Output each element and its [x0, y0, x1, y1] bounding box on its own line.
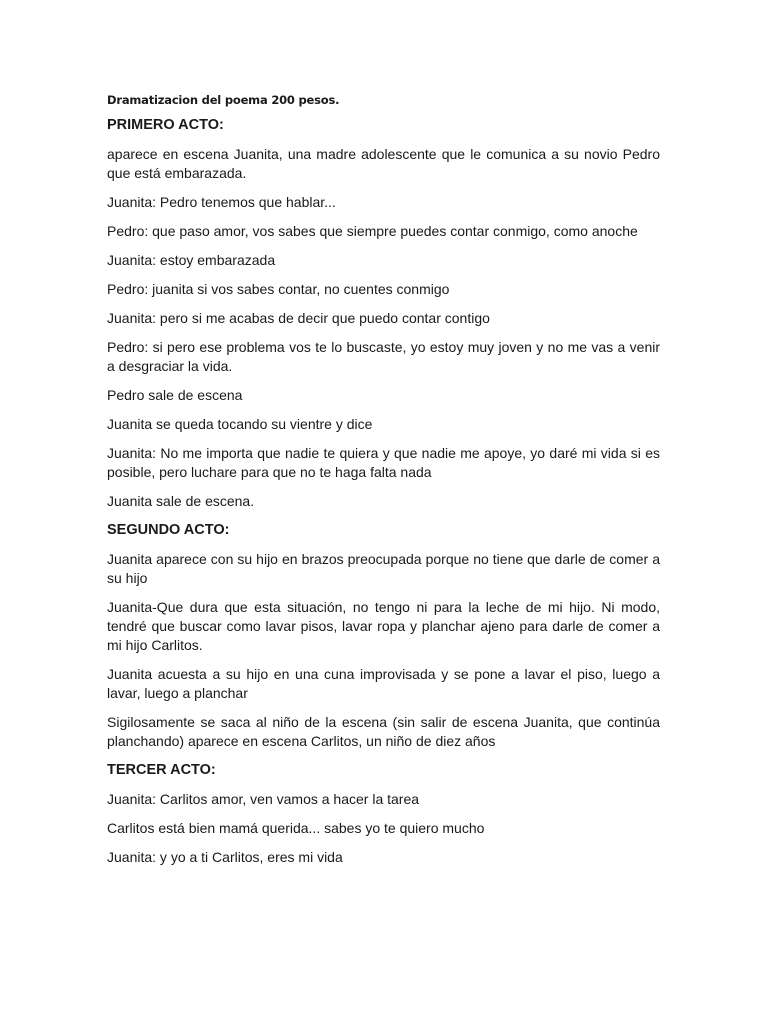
paragraph: Juanita: y yo a ti Carlitos, eres mi vida: [107, 849, 343, 865]
act-heading-segundo: SEGUNDO ACTO:: [107, 522, 230, 538]
paragraph: Juanita: Carlitos amor, ven vamos a hacer la tarea: [107, 791, 420, 807]
paragraph: Juanita: estoy embarazada: [107, 252, 276, 268]
paragraph: Juanita acuesta a su hijo en una cuna improvisada y se pone a lavar el piso, luego a lavar, luego a planchar: [107, 666, 660, 701]
paragraph: Juanita: No me importa que nadie te quiera y que nadie me apoye, yo daré mi vida si es posible, pero luchare para que no te haga falta nada: [107, 445, 660, 480]
paragraph: Juanita sale de escena.: [107, 493, 255, 509]
act-heading-primero: PRIMERO ACTO:: [107, 117, 224, 133]
paragraph: Juanita se queda tocando su vientre y dice: [107, 416, 373, 432]
document-title: Dramatizacion del poema 200 pesos.: [107, 93, 340, 107]
document-page: [107, 92, 660, 877]
paragraph: Juanita: Pedro tenemos que hablar...: [107, 194, 336, 210]
paragraph: aparece en escena Juanita, una madre adolescente que le comunica a su novio Pedro que está embarazada.: [107, 146, 660, 181]
act-heading-tercer: TERCER ACTO:: [107, 762, 216, 778]
paragraph: Pedro: que paso amor, vos sabes que siempre puedes contar conmigo, como anoche: [107, 223, 638, 239]
paragraph: Juanita-Que dura que esta situación, no tengo ni para la leche de mi hijo. Ni modo, tendré que buscar como lavar pisos, lavar ropa y planchar ajeno para darle de comer a mi hijo Carlitos.: [107, 599, 660, 653]
paragraph: Juanita aparece con su hijo en brazos preocupada porque no tiene que darle de comer a su hijo: [107, 551, 660, 586]
paragraph: Carlitos está bien mamá querida... sabes yo te quiero mucho: [107, 820, 485, 836]
paragraph: Juanita: pero si me acabas de decir que puedo contar contigo: [107, 310, 490, 326]
paragraph: Pedro: juanita si vos sabes contar, no cuentes conmigo: [107, 281, 450, 297]
paragraph: Pedro: si pero ese problema vos te lo buscaste, yo estoy muy joven y no me vas a venir a desgraciar la vida.: [107, 339, 660, 374]
paragraph: Pedro sale de escena: [107, 387, 243, 403]
paragraph: Sigilosamente se saca al niño de la escena (sin salir de escena Juanita, que continúa planchando) aparece en escena Carlitos, un niño de diez años: [107, 714, 660, 749]
